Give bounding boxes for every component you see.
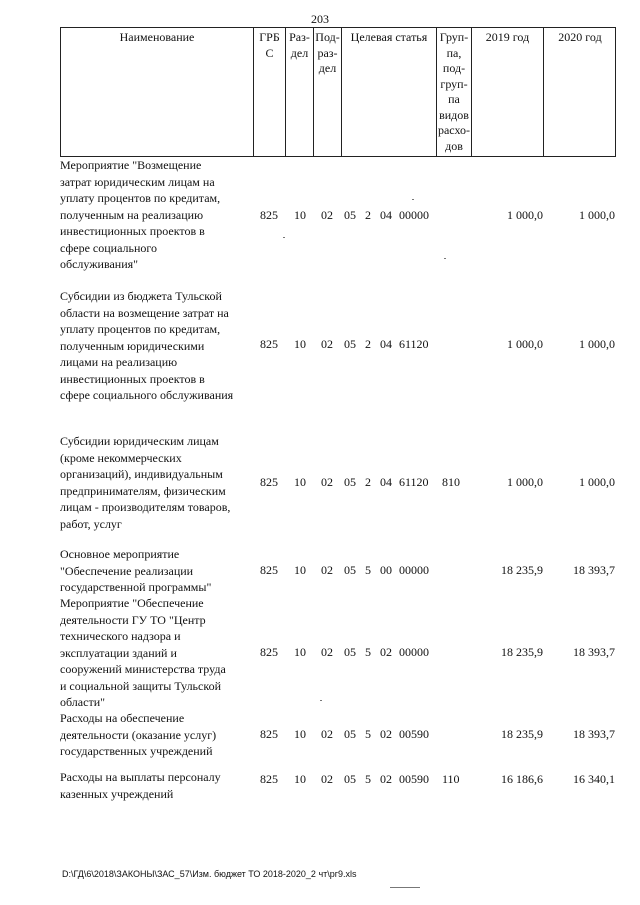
row-article-program: 05 bbox=[344, 208, 356, 222]
row-2019: 18 235,9 bbox=[501, 563, 543, 577]
header-2020: 2020 год bbox=[558, 30, 602, 44]
row-2019: 18 235,9 bbox=[501, 645, 543, 659]
row-subsection: 02 bbox=[321, 208, 333, 222]
row-article-subprogram: 2 bbox=[365, 337, 371, 351]
row-subsection: 02 bbox=[321, 563, 333, 577]
row-article-event: 02 bbox=[380, 772, 392, 786]
file-path-footer: D:\ГД\6\2018\ЗАКОНЫ\ЗАС_57\Изм. бюджет ТО 2018-2020_2 чт\рг9.xls bbox=[62, 869, 357, 879]
row-group: 110 bbox=[442, 772, 460, 786]
row-article-program: 05 bbox=[344, 727, 356, 741]
row-article-event: 00 bbox=[380, 563, 392, 577]
table-row bbox=[60, 157, 620, 273]
row-subsection: 02 bbox=[321, 772, 333, 786]
row-grbs: 825 bbox=[260, 475, 278, 489]
header-2019: 2019 год bbox=[472, 28, 544, 156]
row-article-program: 05 bbox=[344, 772, 356, 786]
row-article-direction: 61120 bbox=[399, 475, 429, 489]
row-section: 10 bbox=[294, 337, 306, 351]
row-grbs: 825 bbox=[260, 208, 278, 222]
row-2019: 18 235,9 bbox=[501, 727, 543, 741]
row-2020: 1 000,0 bbox=[579, 208, 615, 222]
row-article-event: 02 bbox=[380, 727, 392, 741]
row-article-direction: 00000 bbox=[399, 563, 429, 577]
row-article-program: 05 bbox=[344, 645, 356, 659]
row-article-program: 05 bbox=[344, 475, 356, 489]
row-article-event: 02 bbox=[380, 645, 392, 659]
row-2019: 1 000,0 bbox=[507, 475, 543, 489]
row-article-program: 05 bbox=[344, 337, 356, 351]
row-subsection: 02 bbox=[321, 475, 333, 489]
row-grbs: 825 bbox=[260, 727, 278, 741]
row-article-direction: 61120 bbox=[399, 337, 429, 351]
row-2019: 1 000,0 bbox=[507, 337, 543, 351]
table-row bbox=[60, 433, 620, 533]
row-article-event: 04 bbox=[380, 475, 392, 489]
header-group: Груп- па, под- груп- па видов расхо- дов bbox=[437, 28, 472, 156]
table-row bbox=[60, 595, 620, 711]
row-article-event: 04 bbox=[380, 208, 392, 222]
row-name: Субсидии из бюджета Тульской области на возмещение затрат на уплату процентов по кредитам, полученным юридическими лицами на реализацию инвестиционных проектов в сфере социального обслуживания bbox=[60, 289, 234, 402]
row-section: 10 bbox=[294, 475, 306, 489]
row-name: Субсидии юридическим лицам (кроме некоммерческих организаций), индивидуальным предпринимателям, физическим лицам - производителям товаров, работ, услуг bbox=[60, 434, 231, 531]
scan-speck bbox=[320, 700, 322, 701]
row-2019: 1 000,0 bbox=[507, 208, 543, 222]
row-2019: 16 186,6 bbox=[501, 772, 543, 786]
scan-speck bbox=[390, 887, 420, 888]
page-number: 203 bbox=[311, 12, 329, 26]
table-row bbox=[60, 710, 620, 760]
row-2020: 1 000,0 bbox=[579, 475, 615, 489]
row-group: 810 bbox=[442, 475, 460, 489]
row-grbs: 825 bbox=[260, 563, 278, 577]
row-2020: 1 000,0 bbox=[579, 337, 615, 351]
row-article-direction: 00590 bbox=[399, 772, 429, 786]
row-article-event: 04 bbox=[380, 337, 392, 351]
row-article-subprogram: 5 bbox=[365, 563, 371, 577]
row-article-direction: 00000 bbox=[399, 208, 429, 222]
row-name: Расходы на выплаты персоналу казенных учреждений bbox=[60, 770, 221, 801]
row-article-subprogram: 2 bbox=[365, 475, 371, 489]
row-article-subprogram: 5 bbox=[365, 772, 371, 786]
row-name: Расходы на обеспечение деятельности (оказание услуг) государственных учреждений bbox=[60, 711, 217, 758]
scan-speck bbox=[444, 258, 446, 259]
row-section: 10 bbox=[294, 727, 306, 741]
row-name: Основное мероприятие "Обеспечение реализации государственной программы" bbox=[60, 547, 212, 594]
row-grbs: 825 bbox=[260, 772, 278, 786]
row-article-direction: 00000 bbox=[399, 645, 429, 659]
row-article-subprogram: 5 bbox=[365, 727, 371, 741]
row-2020: 18 393,7 bbox=[573, 563, 615, 577]
row-name: Мероприятие "Возмещение затрат юридическим лицам на уплату процентов по кредитам, полученным на реализацию инвестиционных проектов в сфере социального обслуживания" bbox=[60, 158, 221, 271]
row-subsection: 02 bbox=[321, 337, 333, 351]
row-subsection: 02 bbox=[321, 727, 333, 741]
row-article-program: 05 bbox=[344, 563, 356, 577]
row-2020: 18 393,7 bbox=[573, 727, 615, 741]
scan-speck bbox=[283, 237, 285, 238]
table-row bbox=[60, 546, 620, 596]
row-section: 10 bbox=[294, 563, 306, 577]
header-grbs: ГРБ С bbox=[254, 28, 286, 156]
row-section: 10 bbox=[294, 772, 306, 786]
row-2020: 16 340,1 bbox=[573, 772, 615, 786]
row-name: Мероприятие "Обеспечение деятельности ГУ ТО "Центр технического надзора и эксплуатации зданий и сооружений министерства труда и социальной защиты Тульской области" bbox=[60, 596, 226, 709]
row-subsection: 02 bbox=[321, 645, 333, 659]
header-section: Раз- дел bbox=[286, 28, 314, 156]
table-header bbox=[60, 27, 616, 157]
row-article-subprogram: 5 bbox=[365, 645, 371, 659]
header-name: Наименование bbox=[61, 28, 254, 156]
row-grbs: 825 bbox=[260, 645, 278, 659]
table-row bbox=[60, 288, 620, 404]
row-article-subprogram: 2 bbox=[365, 208, 371, 222]
row-section: 10 bbox=[294, 645, 306, 659]
row-grbs: 825 bbox=[260, 337, 278, 351]
row-2020: 18 393,7 bbox=[573, 645, 615, 659]
header-target-article: Целевая статья bbox=[342, 28, 437, 156]
table-row bbox=[60, 769, 620, 803]
header-subsection: Под- раз- дел bbox=[314, 28, 342, 156]
row-article-direction: 00590 bbox=[399, 727, 429, 741]
scan-speck bbox=[412, 199, 414, 200]
row-section: 10 bbox=[294, 208, 306, 222]
